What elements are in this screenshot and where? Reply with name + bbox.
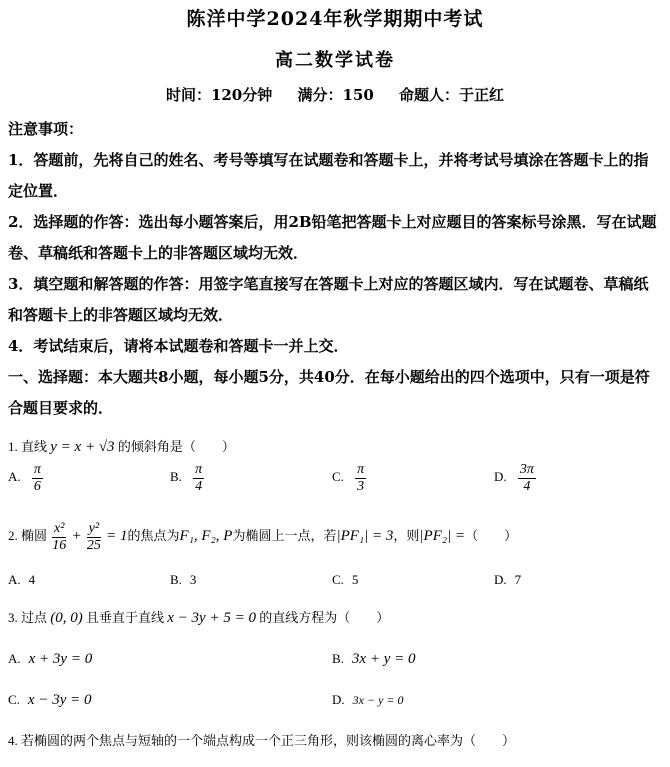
q2-frac-y: $\frac{\text{y²}}{25}$	[86, 520, 101, 553]
note-item-3: 3．填空题和解答题的作答：用签字笔直接写在答题卡上对应的答题区域内．写在试题卷、草稿纸和答题卡上的非答题区域均无效．	[8, 275, 649, 324]
q3-option-c: C. x − 3y = 0	[8, 692, 92, 708]
notes-heading: 注意事项：	[8, 120, 84, 138]
q1-option-d: D. $\frac{3\pi}{4}$	[494, 462, 534, 494]
exam-score: 满分：150	[297, 86, 374, 104]
q3-option-d: D. 3x − y = 0	[332, 692, 404, 707]
question-1	[8, 436, 662, 456]
q1-option-c: C. $\frac{\pi}{3}$	[332, 462, 365, 494]
notes-section	[8, 114, 662, 424]
exam-title: 陈洋中学2024年秋学期期中考试	[186, 8, 484, 30]
exam-time: 时间：120分钟	[165, 86, 273, 104]
q1-suffix: 的倾斜角是（ ）	[117, 439, 235, 454]
question-2: 2. 椭圆 $\frac{\text{x²}}{16}$ + $\frac{\text{y²}}{25}$ = 1的焦点为F₁, F₂, P为椭圆上一点，若|PF₁| = 3，则|PF₂| =（ ）	[8, 520, 518, 553]
q1-prefix: 1. 直线	[8, 439, 48, 454]
q3-options-row1	[8, 651, 662, 671]
question-4: 4. 若椭圆的两个焦点与短轴的一个端点构成一个正三角形，则该椭圆的离心率为（ ）	[8, 733, 516, 748]
exam-author: 命题人：于正红	[399, 86, 505, 104]
section-heading: 一、选择题：本大题共8小题，每小题5分，共40分．在每小题给出的四个选项中，只有一项是符合题目要求的．	[8, 368, 650, 417]
note-item-4: 4．考试结束后，请将本试题卷和答题卡一并上交．	[8, 337, 349, 355]
q3-option-b: B. 3x + y = 0	[332, 651, 416, 667]
q2-option-d: D. 7	[494, 572, 522, 587]
q3-options-row2	[8, 692, 662, 712]
question-3: 3. 过点 (0, 0) 且垂直于直线 x − 3y + 5 = 0 的直线方程为（ ）	[8, 610, 390, 626]
q2-option-b: B. 3	[170, 572, 197, 587]
exam-subtitle: 高二数学试卷	[275, 50, 395, 71]
note-item-2: 2．选择题的作答：选出每小题答案后，用2B铅笔把答题卡上对应题目的答案标号涂黑．写在试题卷、草稿纸和答题卡上的非答题区域均无效．	[8, 213, 657, 262]
q2-option-a: A. 4	[8, 572, 36, 587]
q1-option-a: A. $\frac{\pi}{6}$	[8, 462, 41, 494]
q1-options	[8, 462, 662, 502]
q1-expr: y = x + √3	[50, 439, 115, 455]
q3-option-a: A. x + 3y = 0	[8, 651, 93, 667]
q1-option-b: B. $\frac{\pi}{4}$	[170, 462, 203, 494]
q2-option-c: C. 5	[332, 572, 359, 587]
q2-frac-x: $\frac{\text{x²}}{16}$	[52, 520, 67, 553]
note-item-1: 1．答题前，先将自己的姓名、考号等填写在试题卷和答题卡上，并将考试号填涂在答题卡上的指定位置．	[8, 151, 649, 200]
q2-options	[8, 572, 662, 592]
exam-meta	[0, 84, 670, 105]
